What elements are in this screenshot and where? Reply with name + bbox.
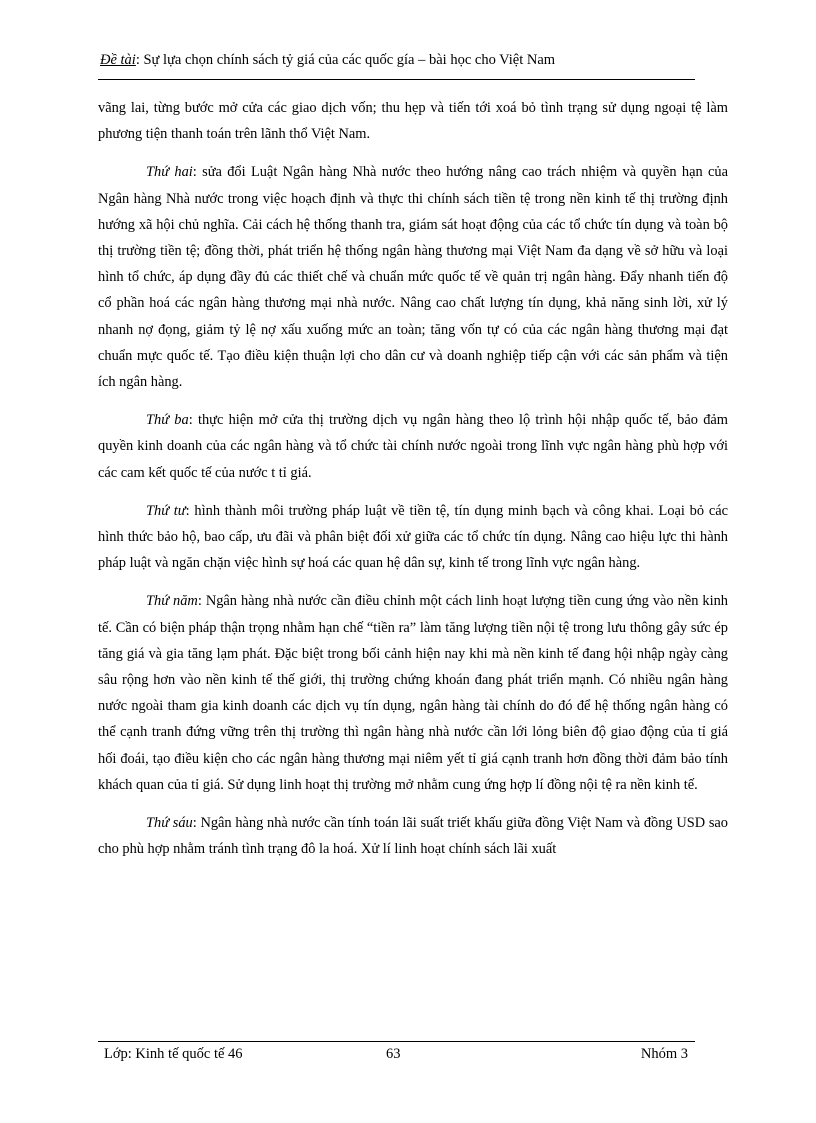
header-label: Đề tài (100, 52, 136, 68)
paragraph-text: : thực hiện mở cửa thị trường dịch vụ ngân hàng theo lộ trình hội nhập quốc tế, bảo đảm quyền kinh doanh của các ngân hàng và tổ chức tài chính nước ngoài trong lĩnh vực ngân hàng phù hợp với các cam kết quốc tế của nước t tỉ giá. (98, 412, 728, 481)
paragraph-text: vãng lai, từng bước mở cửa các giao dịch vốn; thu hẹp và tiến tới xoá bỏ tình trạng sử dụng ngoại tệ làm phương tiện thanh toán trên lãnh thổ Việt Nam. (98, 100, 728, 143)
paragraph-lead: Thứ hai (146, 164, 193, 181)
paragraph-text: : sửa đổi Luật Ngân hàng Nhà nước theo hướng nâng cao trách nhiệm và quyền hạn của Ngân hàng Nhà nước trong việc hoạch định và thực thi chính sách tiền tệ trong nền kinh tế thị trường định hướng xã hội chủ nghĩa. Cải cách hệ thống thanh tra, giám sát hoạt động của các tổ chức tín dụng và toàn bộ thị trường tiền tệ; đồng thời, phát triển hệ thống ngân hàng thương mại Việt Nam đa dạng về sở hữu và loại hình tổ chức, áp dụng đầy đủ các thiết chế và chuẩn mức quốc tế về quản trị ngân hàng. Đẩy nhanh tiến độ cổ phần hoá các ngân hàng thương mại nhà nước. Nâng cao chất lượng tín dụng, khả năng sinh lời, xử lý nhanh nợ đọng, giảm tỷ lệ nợ xấu xuống mức an toàn; tăng vốn tự có của các ngân hàng thương mại đạt chuẩn mực quốc tế. Tạo điều kiện thuận lợi cho dân cư và doanh nghiệp tiếp cận với các sản phẩm và tiện ích ngân hàng. (98, 164, 728, 391)
page-header (100, 52, 695, 69)
header-title: : Sự lựa chọn chính sách tỷ giá của các quốc gía – bài học cho Việt Nam (135, 52, 556, 68)
paragraph-text: : hình thành môi trường pháp luật về tiền tệ, tín dụng minh bạch và công khai. Loại bỏ các hình thức bảo hộ, bao cấp, ưu đãi và phân biệt đối xử giữa các tổ chức tín dụng. Nâng cao hiệu lực thi hành pháp luật và ngăn chặn việc hình sự hoá các quan hệ dân sự, kinh tế trong lĩnh vực ngân hàng. (98, 502, 728, 572)
page-footer (104, 1046, 688, 1066)
footer-rule (98, 1041, 695, 1042)
paragraph (98, 159, 728, 395)
paragraph-lead: Thứ ba (146, 412, 189, 429)
paragraph-text: : Ngân hàng nhà nước cần điều chỉnh một cách linh hoạt lượng tiền cung ứng vào nền kinh tế. Cần có biện pháp thận trọng nhằm hạn chế “tiền ra” làm tăng lượng tiền nội tệ trong lưu thông gây sức ép tăng giá và gia tăng lạm phát. Đặc biệt trong bối cảnh hiện nay khi mà nền kinh tế đang hội nhập ngày càng sâu rộng hơn vào nền kinh tế thế giới, thị trường chứng khoán đang phát triển mạnh. Có nhiều ngân hàng nước ngoài tham gia kinh doanh các dịch vụ tín dụng, ngân hàng tài chính do đó để hệ thống ngân hàng có thể cạnh tranh đứng vững trên thị trường thì ngân hàng nhà nước cần lới lỏng biên độ giao động của tỉ giá hối đoái, tạo điều kiện cho các ngân hàng thương mại niêm yết tỉ giá cạnh tranh hơn đồng thời đảm bảo tính khách quan của tỉ giá. Sử dụng linh hoạt thị trường mở nhằm cung ứng hợp lí đồng nội tệ ra nền kinh tế. (98, 593, 728, 793)
paragraph (98, 810, 728, 862)
paragraph (98, 95, 728, 147)
paragraph (98, 407, 728, 486)
paragraph-text: : Ngân hàng nhà nước cần tính toán lãi suất triết khấu giữa đồng Việt Nam và đồng USD sao cho phù hợp nhằm tránh tình trạng đô la hoá. Xử lí linh hoạt chính sách lãi xuất (98, 815, 729, 858)
paragraph-lead: Thứ tư (146, 502, 186, 519)
paragraph (98, 498, 728, 577)
body-text (98, 95, 728, 874)
header-rule (98, 79, 695, 80)
paragraph-lead: Thứ sáu (146, 815, 193, 832)
page-number: 63 (386, 1046, 401, 1062)
paragraph-lead: Thứ năm (146, 593, 198, 610)
footer-class: Lớp: Kinh tế quốc tế 46 (104, 1046, 243, 1062)
footer-group: Nhóm 3 (640, 1046, 688, 1062)
paragraph (98, 588, 728, 798)
